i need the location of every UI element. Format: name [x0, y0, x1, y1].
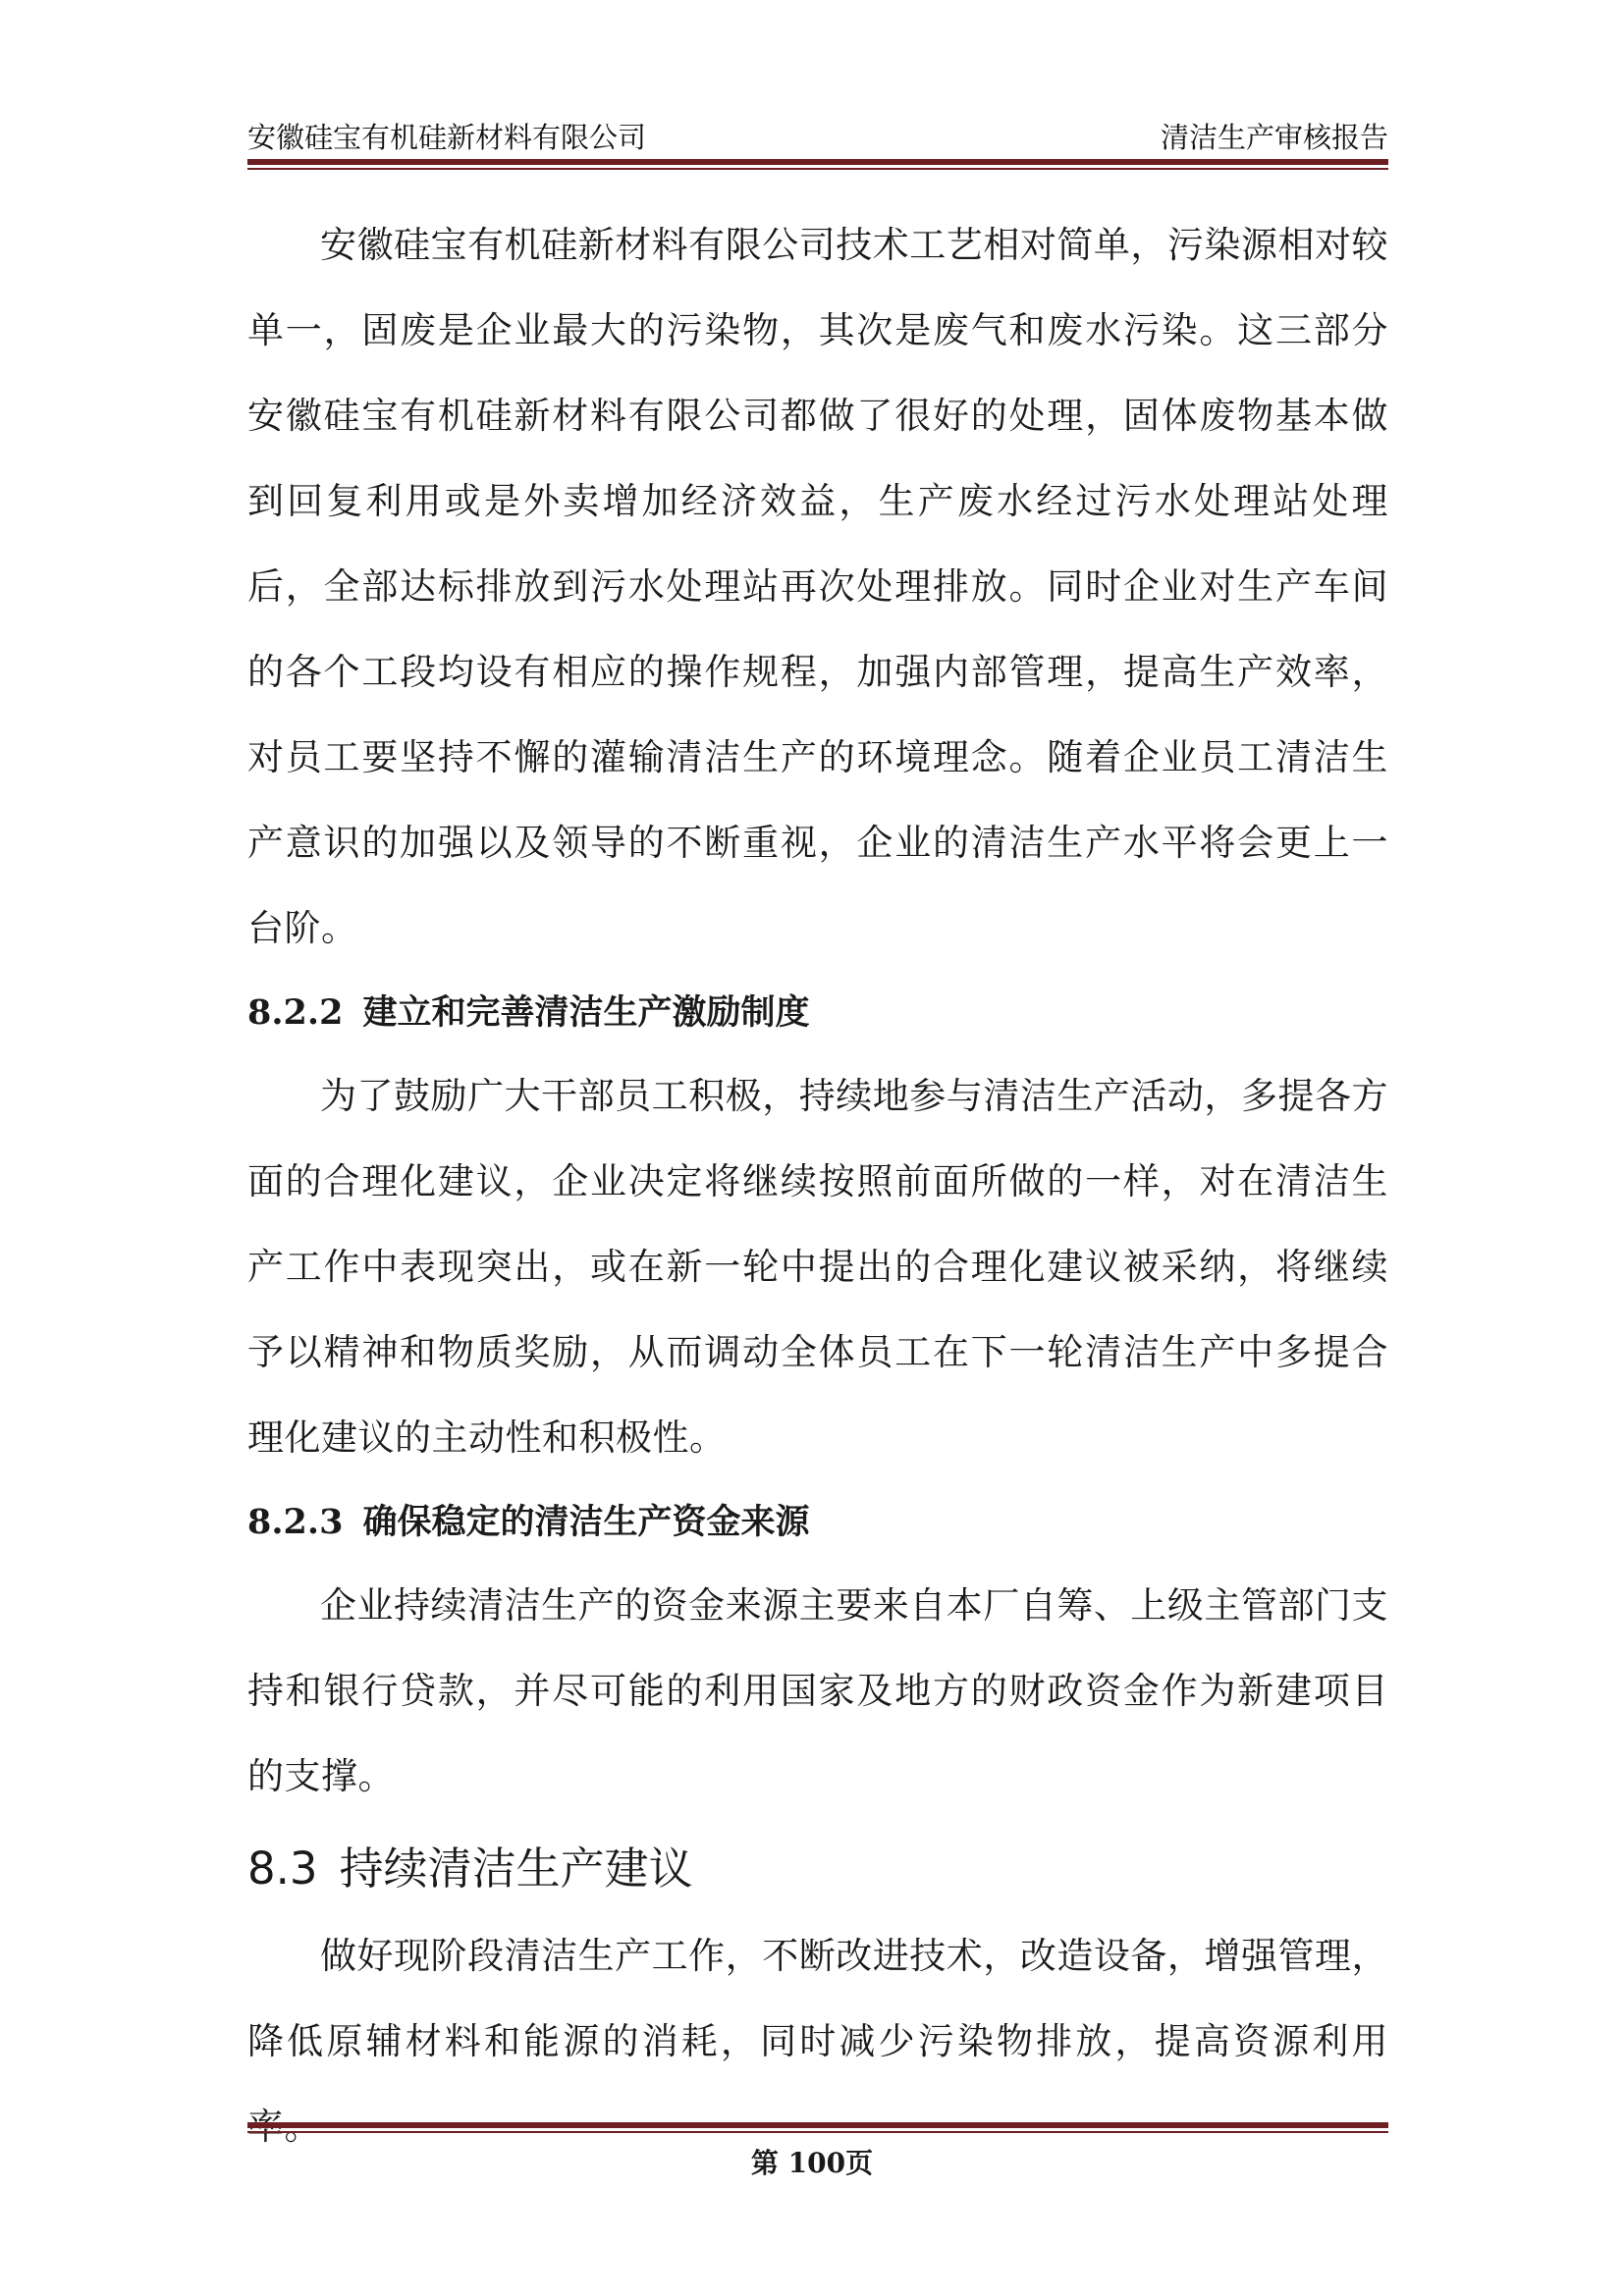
header-report-title: 清洁生产审核报告 [1160, 121, 1388, 154]
heading-number: 8.3 [247, 1842, 318, 1895]
header-rule-thick [247, 159, 1388, 165]
heading-8-2-3 [247, 1480, 1388, 1563]
header-rule-thin [247, 168, 1388, 170]
footer-rule-thin [247, 2131, 1388, 2133]
paragraph-summary: 安徽硅宝有机硅新材料有限公司技术工艺相对简单，污染源相对较单一，固废是企业最大的污染物，其次是废气和废水污染。这三部分安徽硅宝有机硅新材料有限公司都做了很好的处理，固体废物基本做到回复利用或是外卖增加经济效益，生产废水经过污水处理站处理后，全部达标排放到污水处理站再次处理排放。同时企业对生产车间的各个工段均设有相应的操作规程，加强内部管理，提高生产效率，对员工要坚持不懈的灌输清洁生产的环境理念。随着企业员工清洁生产意识的加强以及领导的不断重视，企业的清洁生产水平将会更上一台阶。 [247, 224, 1388, 949]
heading-title: 确保稳定的清洁生产资金来源 [362, 1502, 810, 1542]
page-body [247, 202, 1388, 2169]
heading-title: 持续清洁生产建议 [339, 1842, 693, 1895]
page-number: 第 100页 [750, 2147, 874, 2179]
header-company-name: 安徽硅宝有机硅新材料有限公司 [247, 121, 647, 154]
paragraph-suggestion: 做好现阶段清洁生产工作，不断改进技术，改造设备，增强管理，降低原辅材料和能源的消耗，同时减少污染物排放，提高资源利用 [247, 1935, 1388, 2062]
paragraph-funding: 企业持续清洁生产的资金来源主要来自本厂自筹、上级主管部门支持和银行贷款，并尽可能的利用国家及地方的财政资金作为新建项目的支撑。 [247, 1584, 1388, 1797]
heading-number: 8.2.2 [247, 992, 344, 1033]
heading-title: 建立和完善清洁生产激励制度 [362, 992, 810, 1033]
page-header [247, 110, 1388, 157]
heading-8-2-2 [247, 971, 1388, 1053]
paragraph-incentive: 为了鼓励广大干部员工积极，持续地参与清洁生产活动，多提各方面的合理化建议，企业决定将继续按照前面所做的一样，对在清洁生产工作中表现突出，或在新一轮中提出的合理化建议被采纳，将继续予以精神和物质奖励，从而调动全体员工在下一轮清洁生产中多提合理化建议的主动性和积极性。 [247, 1075, 1388, 1459]
heading-8-3 [247, 1819, 1388, 1913]
footer-rule-thick [247, 2122, 1388, 2128]
heading-number: 8.2.3 [247, 1502, 344, 1542]
